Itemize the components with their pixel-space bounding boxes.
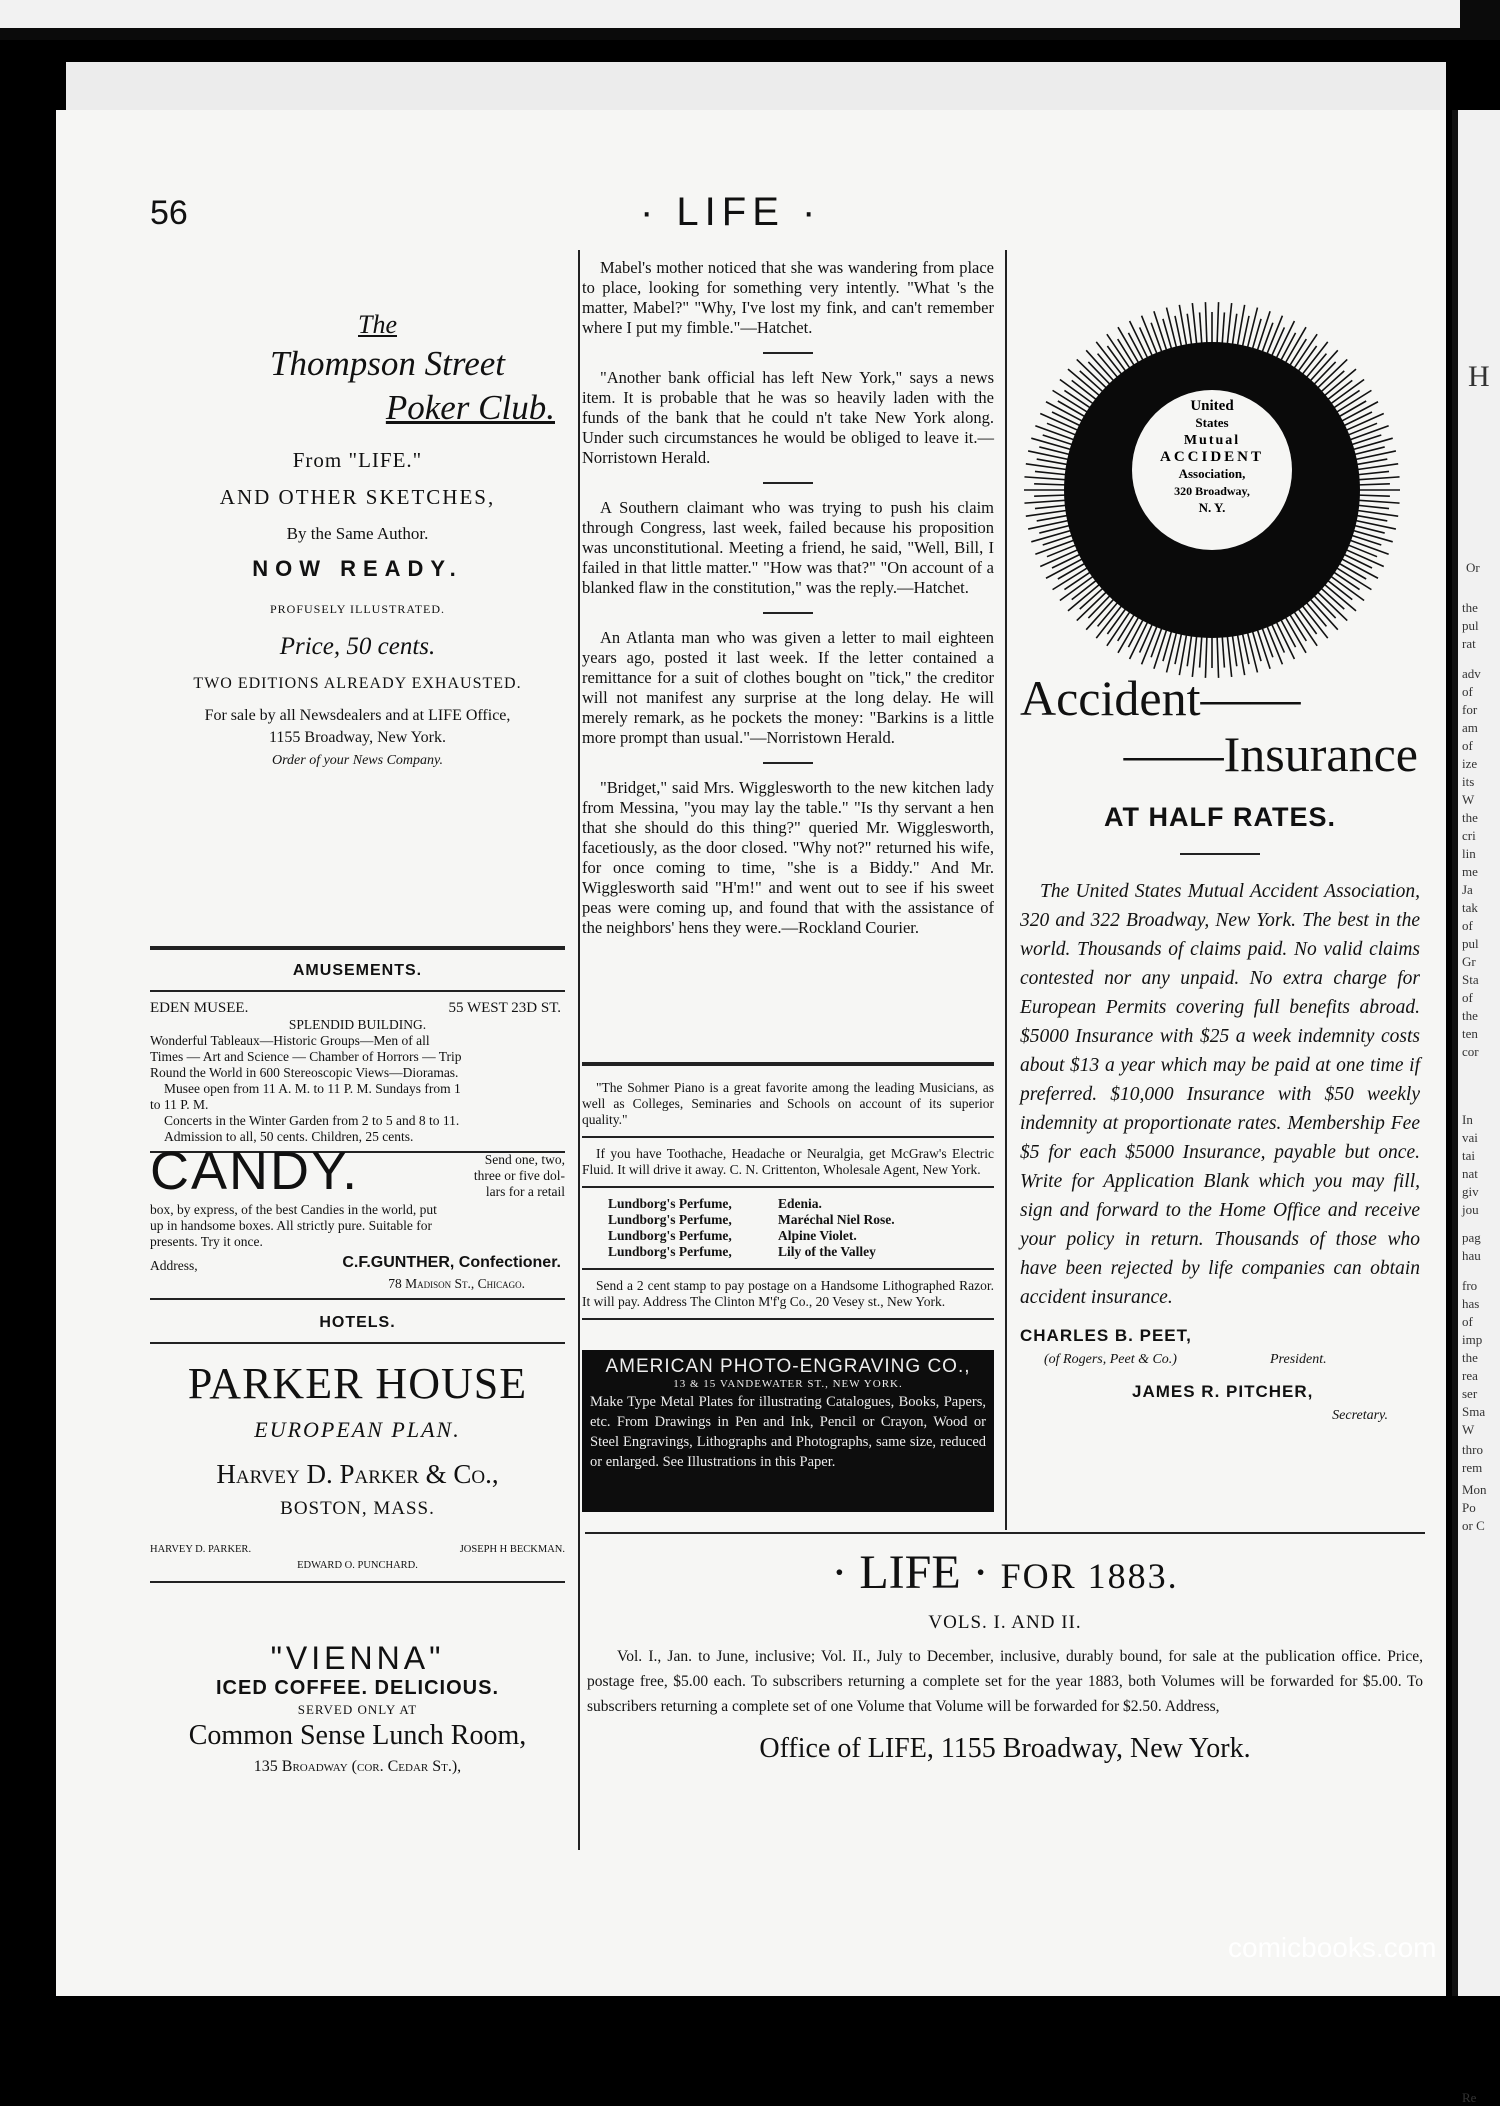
edge-fragment: pul xyxy=(1462,936,1479,951)
perfume-scent: Maréchal Niel Rose. xyxy=(778,1212,895,1227)
edge-fragment: cor xyxy=(1462,1044,1479,1059)
razor-ad: Send a 2 cent stamp to pay postage on a Handsome Lithographed Razor. It will pay. Address The Clinton M'f'g Co., 20 Vesey st., New York. xyxy=(582,1270,994,1320)
life-1883-office: Office of LIFE, 1155 Broadway, New York. xyxy=(759,1733,1251,1764)
edge-fragment: rea xyxy=(1462,1368,1478,1383)
candy-street: 78 Madison St., Chicago. xyxy=(388,1276,525,1291)
edge-fragment: vai xyxy=(1462,1130,1478,1145)
eden-line: Times — Art and Science — Chamber of Horrors — Trip xyxy=(150,1049,462,1064)
engraving-title: AMERICAN PHOTO-ENGRAVING CO., xyxy=(605,1356,971,1377)
joke: A Southern claimant who was trying to push his claim through Congress, last week, failed because his proposition was unconstitutional. Meeting a friend, he said, "Well, Bill, I failed in that little matter." "How was that?" "On account of a blanked flaw in the constitution," was the reply.—Hatchet. xyxy=(582,498,994,597)
vienna-ad xyxy=(150,1640,565,1776)
double-rule xyxy=(582,1062,994,1066)
rule xyxy=(150,1342,565,1344)
parker-partner: JOSEPH H BECKMAN. xyxy=(459,1544,565,1555)
vienna-room: Common Sense Lunch Room, xyxy=(188,1720,527,1751)
edge-fragment: imp xyxy=(1462,1332,1483,1347)
eden-line: Wonderful Tableaux—Historic Groups—Men of all xyxy=(150,1033,430,1048)
edge-fragment: W xyxy=(1462,792,1475,807)
vienna-coffee: ICED COFFEE. DELICIOUS. xyxy=(215,1677,500,1699)
parker-house-name: PARKER HOUSE xyxy=(187,1359,528,1408)
edge-fragment: its xyxy=(1462,774,1475,789)
club-sale-line2: 1155 Broadway, New York. xyxy=(268,729,447,746)
peet-firm: (of Rogers, Peet & Co.) xyxy=(1044,1352,1177,1367)
perfume-brand: Lundborg's Perfume, xyxy=(608,1212,732,1227)
eden-line: Admission to all, 50 cents. Children, 25 cents. xyxy=(164,1129,414,1144)
edge-fragment: pag xyxy=(1462,1230,1481,1245)
peet-title: President. xyxy=(1270,1352,1327,1367)
candy-side xyxy=(447,1152,565,1200)
insurance-body: The United States Mutual Accident Association, 320 and 322 Broadway, New York. The best in the world. Thousands of claims paid. No valid claims contested nor any unpaid. No extra charge for European Permits covering full benefits abroad. $5000 Insurance with $25 a week indemnity costs about $13 a year which may be paid at one time if preferred. $10,000 Insurance with $50 weekly indemnity at proportionate rates. Membership Fee $5 for each $5000 Insurance, payable but once. Write for Application Blank which you may fill, sign and forward to the Home Office and receive your policy in return. Thousands of those who have been rejected by life companies can obtain accident insurance. xyxy=(1020,881,1420,1308)
engraving-body: Make Type Metal Plates for illustrating Catalogues, Books, Papers, etc. From Drawings in Pen and Ink, Pencil or Crayon, Wood or Steel Engravings, Lithographs and Photographs, same size, reduced or enlarged. See Illustrations in this Paper. xyxy=(590,1394,986,1470)
perfume-scent: Alpine Violet. xyxy=(778,1228,857,1243)
edge-fragment: the xyxy=(1462,600,1478,615)
candy-word: CANDY. xyxy=(150,1141,360,1201)
candy-side-line: Send one, two, xyxy=(484,1152,565,1167)
candy-line: box, by express, of the best Candies in the world, put xyxy=(150,1202,437,1217)
parker-partner: EDWARD O. PUNCHARD. xyxy=(297,1560,418,1571)
peet-name: CHARLES B. PEET, xyxy=(1020,1326,1192,1345)
top-strip xyxy=(0,0,1500,40)
separator xyxy=(763,762,813,764)
seal-line: Mutual xyxy=(1183,433,1241,448)
joke: An Atlanta man who was given a letter to mail eighteen years ago, posted it last week. If the letter contained a remittance for a suit of clothes bought on "tick," the creditor will not manifest any surprise at the long delay. He will merely remark, as he pockets the money: "Barkins is a little more prompt than usual."—Norristown Herald. xyxy=(582,628,994,747)
separator xyxy=(763,482,813,484)
sunburst-seal xyxy=(1010,300,1415,680)
amusements-heading: AMUSEMENTS. xyxy=(292,962,423,979)
page-number: 56 xyxy=(150,194,188,232)
edge-fragment: In xyxy=(1462,1112,1473,1127)
bottom-section-rule xyxy=(585,1532,1425,1534)
edge-fragment: rem xyxy=(1462,1460,1483,1475)
parker-partner: HARVEY D. PARKER. xyxy=(150,1544,252,1555)
edge-fragment: fro xyxy=(1462,1278,1478,1293)
column-rule-right xyxy=(1005,250,1007,1530)
edge-fragment: me xyxy=(1462,864,1478,879)
sohmer-ad: "The Sohmer Piano is a great favorite among the leading Musicians, as well as Colleges, Seminaries and Schools on account of its superior quality." xyxy=(582,1080,994,1138)
joke: "Bridget," said Mrs. Wigglesworth to the new kitchen lady from Messina, "you may lay the table." "Is thy servant a hen that she should do this thing?" queried Mr. Wigglesworth, facetiously, as the door closed. "Why not?" returned his wife, for once coming to time, "she is a Biddy." And Mr. Wigglesworth said "H'm!" and went out to see if his sweet peas were coming up, and found that with the assistance of the neighbors' hens they were.—Rockland Courier. xyxy=(582,778,994,937)
edge-fragment: tai xyxy=(1462,1148,1475,1163)
double-rule xyxy=(150,946,565,950)
edge-fragment: am xyxy=(1462,720,1478,735)
eden-line: to 11 P. M. xyxy=(150,1097,209,1112)
hotels-heading: HOTELS. xyxy=(319,1314,396,1331)
edge-fragment: jou xyxy=(1462,1202,1479,1217)
edge-fragment: ser xyxy=(1462,1386,1478,1401)
candy-side-line: three or five dol- xyxy=(473,1168,565,1183)
engraving-address: 13 & 15 VANDEWATER ST., NEW YORK. xyxy=(673,1378,903,1390)
edge-fragment: Po xyxy=(1462,1500,1476,1515)
next-page-edge xyxy=(1452,110,1500,2105)
life-1883-for: FOR 1883. xyxy=(1000,1556,1179,1596)
rule xyxy=(1180,853,1260,855)
club-sale-line1: For sale by all Newsdealers and at LIFE Office, xyxy=(204,707,511,724)
poker-club-ad xyxy=(150,310,565,769)
separator xyxy=(763,352,813,354)
eden-line: Musee open from 11 A. M. to 11 P. M. Sundays from 1 xyxy=(164,1081,461,1096)
hotels-section xyxy=(150,1314,565,1583)
edge-fragment: lin xyxy=(1462,846,1476,861)
toothache-ad: If you have Toothache, Headache or Neuralgia, get McGraw's Electric Fluid. It will drive it away. C. N. Crittenton, Wholesale Agent, New York. xyxy=(582,1138,994,1188)
candy-ad xyxy=(150,1141,565,1300)
edge-fragment: for xyxy=(1462,702,1478,717)
pitcher-title: Secretary. xyxy=(1332,1408,1388,1423)
perfume-ad xyxy=(582,1188,994,1270)
watermark: comicbooks.com xyxy=(1228,1932,1437,1963)
edge-fragment: adv xyxy=(1462,666,1481,681)
eden-line: Round the World in 600 Stereoscopic Views—Dioramas. xyxy=(150,1065,459,1080)
rule xyxy=(150,1298,565,1300)
edge-fragment: H xyxy=(1468,360,1490,393)
candy-address-label: Address, xyxy=(150,1258,198,1273)
candy-side-line: lars for a retail xyxy=(485,1184,565,1199)
candy-line: presents. Try it once. xyxy=(150,1234,263,1249)
edge-fragment: of xyxy=(1462,738,1473,753)
vienna-name: "VIENNA" xyxy=(270,1640,445,1676)
perfume-scent: Lily of the Valley xyxy=(778,1244,876,1259)
club-editions: TWO EDITIONS ALREADY EXHAUSTED. xyxy=(193,675,522,692)
seal-line: United xyxy=(1190,398,1234,414)
seal-line: N. Y. xyxy=(1198,500,1226,515)
perfume-scent: Edenia. xyxy=(778,1196,822,1211)
club-title-line2: Poker Club. xyxy=(385,388,555,427)
life-1883-text: Vol. I., Jan. to June, inclusive; Vol. II., July to December, inclusive, durably bound, for sale at the publication office. Price, postage free, $5.00 each. To subscribers returning a complete set for the year 1883, both Volumes will be forwarded for $5.00. To subscribers returning a complete set of one Volume that Volume will be forwarded for $2.50. Address, xyxy=(587,1648,1423,1715)
edge-fragment: the xyxy=(1462,810,1478,825)
column-rule-left xyxy=(578,250,580,1850)
life-1883-title: · LIFE · xyxy=(831,1546,989,1599)
club-the: The xyxy=(358,310,397,339)
insurance-title-2: ——Insurance xyxy=(1123,726,1418,782)
club-price: Price, 50 cents. xyxy=(279,633,436,660)
life-1883-vols: VOLS. I. AND II. xyxy=(928,1612,1082,1633)
eden-building: SPLENDID BUILDING. xyxy=(288,1017,427,1032)
club-illustrated: PROFUSELY ILLUSTRATED. xyxy=(269,602,446,616)
vienna-served: SERVED ONLY AT xyxy=(297,1702,418,1717)
previous-page-edge xyxy=(0,0,1460,28)
club-author: By the Same Author. xyxy=(286,524,429,543)
club-title-line1: Thompson Street xyxy=(270,344,505,383)
perfume-brand: Lundborg's Perfume, xyxy=(608,1244,732,1259)
amusements-section xyxy=(150,962,565,1153)
edge-fragment: rat xyxy=(1462,636,1476,651)
edge-fragment: of xyxy=(1462,684,1473,699)
seal-line: Association, xyxy=(1178,466,1246,481)
insurance-title-1: Accident—— xyxy=(1020,670,1301,726)
seal-line: 320 Broadway, xyxy=(1174,484,1250,498)
club-ready: NOW READY. xyxy=(252,556,463,581)
edge-fragment: pul xyxy=(1462,618,1479,633)
edge-fragment: Mon xyxy=(1462,1482,1487,1497)
club-from: From "LIFE." xyxy=(292,448,423,472)
edge-fragment: nat xyxy=(1462,1166,1478,1181)
edge-fragment: Ja xyxy=(1462,882,1473,897)
pitcher-name: JAMES R. PITCHER, xyxy=(1132,1382,1314,1401)
edge-fragment: of xyxy=(1462,918,1473,933)
photo-engraving-ad xyxy=(582,1350,994,1512)
edge-fragment: or C xyxy=(1462,1518,1485,1533)
edge-fragment: tak xyxy=(1462,900,1478,915)
eden-title: EDEN MUSEE. xyxy=(150,1000,249,1016)
edge-fragment: of xyxy=(1462,990,1473,1005)
edge-fragment: cri xyxy=(1462,828,1476,843)
vienna-address: 135 Broadway (cor. Cedar St.), xyxy=(253,1758,462,1775)
edge-fragment: the xyxy=(1462,1350,1478,1365)
perfume-brand: Lundborg's Perfume, xyxy=(608,1228,732,1243)
seal-line: States xyxy=(1195,415,1229,430)
half-rates: AT HALF RATES. xyxy=(1104,802,1336,832)
candy-name: C.F.GUNTHER, Confectioner. xyxy=(342,1254,561,1271)
edge-fragment: Or xyxy=(1466,560,1480,575)
candy-line: up in handsome boxes. All strictly pure. Suitable for xyxy=(150,1218,432,1233)
edge-fragment: giv xyxy=(1462,1184,1479,1199)
masthead: · LIFE · xyxy=(640,190,822,234)
edge-fragment: Re xyxy=(1462,2090,1477,2105)
insurance-ad xyxy=(1020,670,1420,1424)
rule xyxy=(150,990,565,992)
edge-fragment: ize xyxy=(1462,756,1478,771)
jokes-column xyxy=(582,258,994,952)
edge-fragment: hau xyxy=(1462,1248,1481,1263)
edge-fragment: W xyxy=(1462,1422,1475,1437)
edge-fragment: the xyxy=(1462,1008,1478,1023)
club-other: AND OTHER SKETCHES, xyxy=(219,485,496,509)
edge-fragment: thro xyxy=(1462,1442,1483,1457)
rule xyxy=(150,1581,565,1583)
eden-line: Concerts in the Winter Garden from 2 to 5 and 8 to 11. xyxy=(164,1113,460,1128)
edge-fragment: Sta xyxy=(1462,972,1479,987)
eden-address: 55 WEST 23D ST. xyxy=(448,1000,561,1016)
parker-firm: Harvey D. Parker & Co., xyxy=(216,1459,499,1489)
edge-fragment: ten xyxy=(1462,1026,1478,1041)
middle-ads xyxy=(582,1080,994,1320)
separator xyxy=(763,612,813,614)
club-order: Order of your News Company. xyxy=(272,753,443,768)
joke: "Another bank official has left New York," says a news item. It is probable that he was so heavily laden with the funds of the bank that he could n't take New York along. Under such circumstances he would be obliged to leave it.—Norristown Herald. xyxy=(582,368,994,467)
edge-fragment: has xyxy=(1462,1296,1480,1311)
edge-fragment: Sma xyxy=(1462,1404,1486,1419)
edge-fragment: Gr xyxy=(1462,954,1476,969)
parker-city: BOSTON, MASS. xyxy=(280,1498,435,1519)
joke: Mabel's mother noticed that she was wandering from place to place, looking for something very intently. "What 's the matter, Mabel?" "Why, I've lost my fink, and can't remember where I put my fimble."—Hatchet. xyxy=(582,258,994,337)
edge-fragment: of xyxy=(1462,1314,1473,1329)
perfume-brand: Lundborg's Perfume, xyxy=(608,1196,732,1211)
parker-plan: EUROPEAN PLAN. xyxy=(254,1417,461,1442)
life-1883-ad xyxy=(585,1545,1425,1765)
seal-line: ACCIDENT xyxy=(1159,449,1265,465)
